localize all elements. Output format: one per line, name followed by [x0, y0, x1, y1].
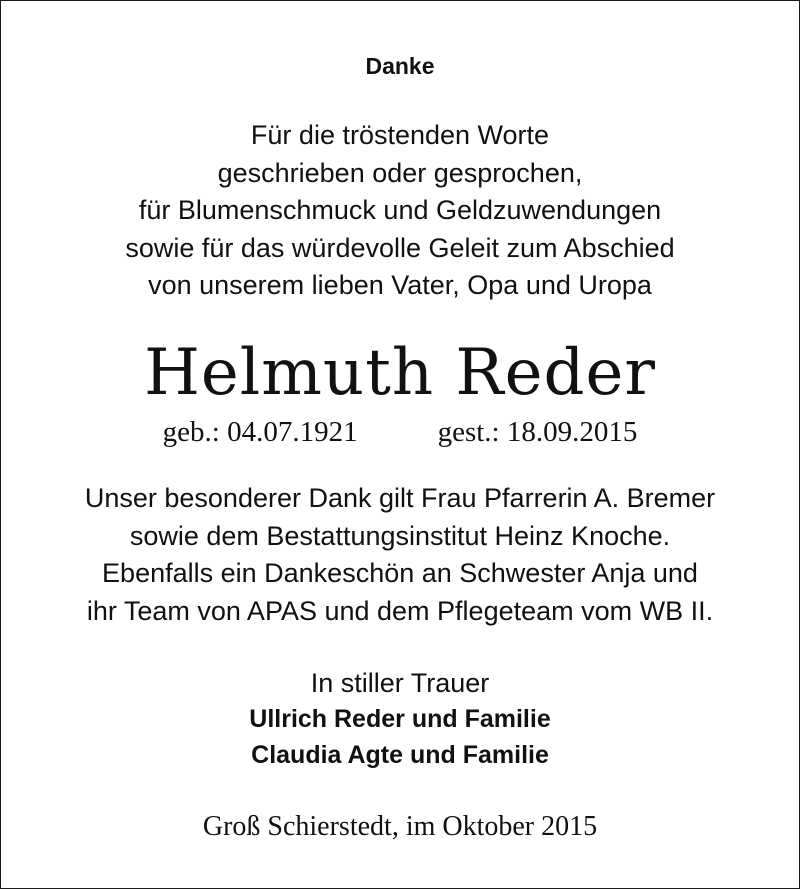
intro-line: für Blumenschmuck und Geldzuwendungen [138, 195, 662, 225]
life-dates [1, 414, 799, 450]
intro-line: sowie für das würdevolle Geleit zum Abschied [125, 232, 675, 263]
death-date: gest.: 18.09.2015 [437, 416, 638, 448]
intro-line: Für die tröstenden Worte [250, 120, 550, 150]
deceased-name: Helmuth Reder [144, 336, 656, 410]
intro-line: von unserem lieben Vater, Opa und Uropa [148, 270, 652, 300]
birth-date: geb.: 04.07.1921 [162, 416, 358, 448]
mourners-block [1, 665, 799, 773]
special-thanks-text [1, 480, 799, 630]
thanks-line: Unser besonderer Dank gilt Frau Pfarrerin A. Bremer [84, 483, 716, 513]
notice-heading: Danke [365, 53, 435, 79]
intro-line: geschrieben oder gesprochen, [217, 157, 583, 188]
thanks-line: Ebenfalls ein Dankeschön an Schwester Anja und [102, 558, 698, 588]
intro-text [1, 117, 799, 305]
thanks-line: sowie dem Bestattungsinstitut Heinz Knoche. [129, 520, 671, 551]
mourning-caption: In stiller Trauer [310, 668, 490, 698]
family-name: Ullrich Reder und Familie [249, 705, 551, 733]
thanks-line: ihr Team von APAS und dem Pflegeteam vom WB II. [86, 595, 714, 626]
family-name: Claudia Agte und Familie [251, 741, 549, 769]
place-and-date: Groß Schierstedt, im Oktober 2015 [202, 811, 598, 842]
